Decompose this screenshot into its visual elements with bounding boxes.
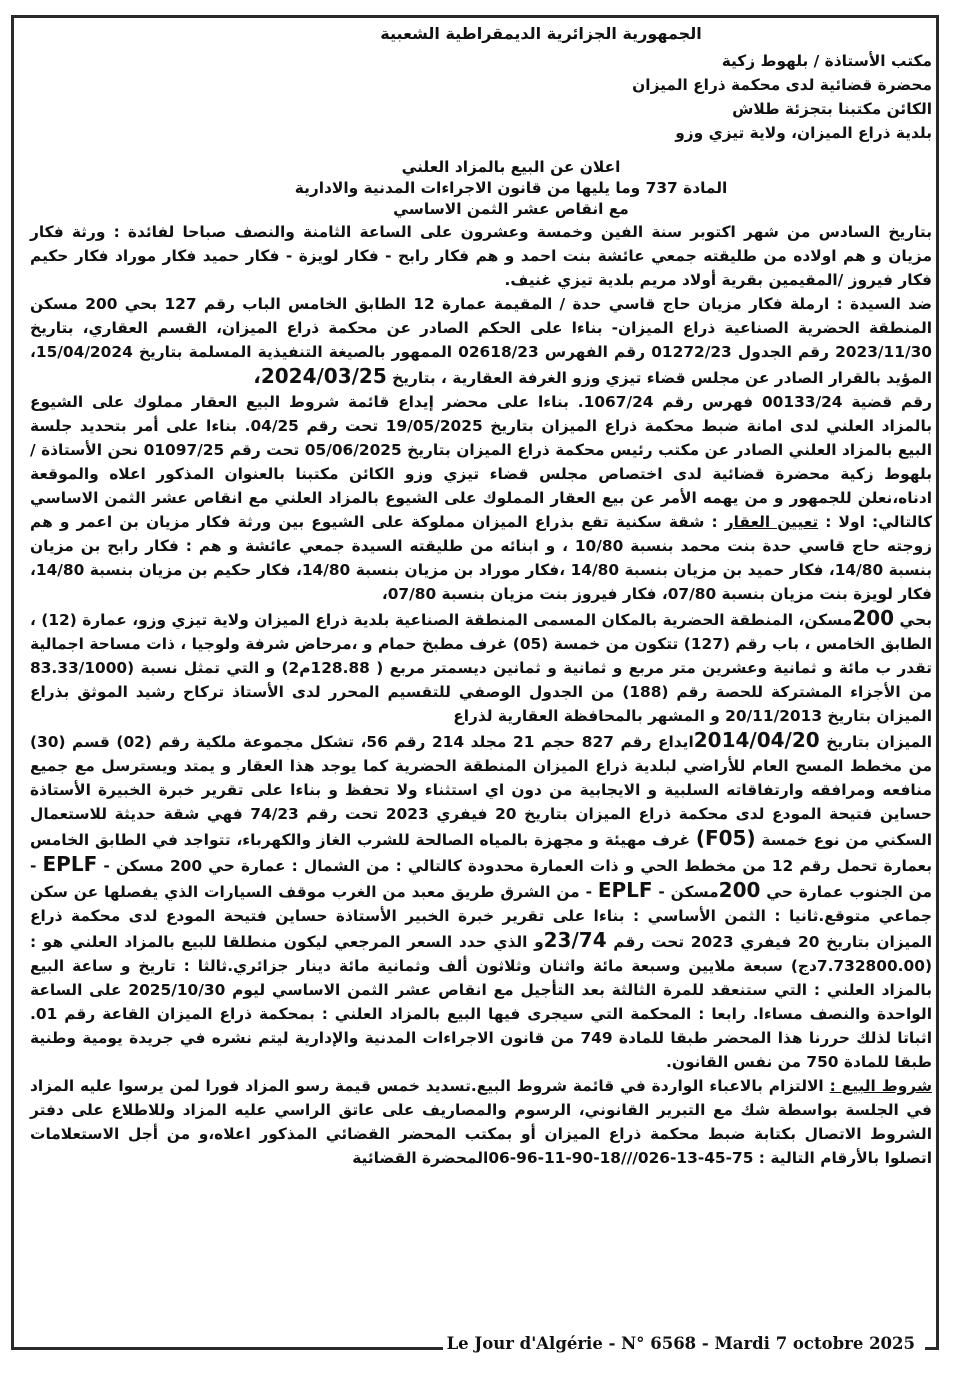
apartment-type: (F05) (695, 826, 756, 850)
eplf-south: EPLF (597, 878, 653, 902)
office-name: مكتب الأستاذة / بلهوط زكية (721, 52, 932, 70)
boundary-east-west-and-price: - من الشرق طريق معبد من الغرب موقف السيارات الذي يفصلها عن سكن جماعي متوقع.ثانيا : الثمن الأساسي : بناءا على تقرير خبرة الخبير الأستاذة حساين فتيحة المودع لدى محكمة ذراع الميزان بتاريخ 20 فيفري 2023 تحت رقم (30, 883, 932, 951)
registration-date: 2014/04/20 (693, 728, 820, 752)
newspaper-footer: Le Jour d'Algérie - N° 6568 - Mardi 7 octobre 2025 (443, 1334, 919, 1353)
office-role: محضرة قضائية لدى محكمة ذراع الميزان (632, 76, 932, 94)
eplf-north: EPLF (42, 852, 98, 876)
property-designation-label: تعيين العقار (724, 513, 819, 531)
expert-report-number: 23/74 (543, 928, 607, 952)
appeal-date: 2024/03/25، (253, 364, 387, 388)
legal-notice (30, 22, 932, 1170)
defendant-text: ضد السيدة : ارملة فكار مزيان حاج قاسي حدة / المقيمة عمارة 12 الطابق الخامس الباب رقم 127 بحي 200 مسكن المنطقة الحضرية الصناعية ذراع الميزان- بناءا على الحكم الصادر عن محكمة ذراع الميزان، القسم العقاري، بتاريخ 2023/11/30 رقم الجدول 01272/23 رقم الفهرس 02618/23 الممهور بالصيغة التنفيذية المسلمة بتاريخ 15/04/2024، المؤيد بالقرار الصادر عن مجلس قضاء تيزي وزو الغرفة العقارية ، بتاريخ (30, 295, 932, 387)
paragraph-sale-conditions (30, 1074, 932, 1170)
paragraph-defendant (30, 292, 932, 390)
apartment-details: غرف مهيئة و مجهزة بالمياه الصالحة للشرب الغاز والكهرباء، تتواجد في الطابق الخامس بعمارة تحمل رقم 12 من مخطط الحي و ذات العمارة محدودة كالتالي : من الشمال : عمارة حي 200 مسكن - (30, 831, 933, 875)
procedure-text: رقم قضية 00133/24 فهرس رقم 1067/24. بناءا على محضر إيداع قائمة شروط البيع العقار مملوك على الشيوع بالمزاد العلني لدى امانة ضبط محكمة ذراع الميزان بتاريخ 19/05/2025 تحت رقم 04/25. بناءا على أمر بتحديد جلسة البيع بالمزاد العلني الصادر عن مكتب رئيس محكمة ذراع الميزان بتاريخ 05/06/2025 تحت رقم 01097/25 نحن الأستاذة / بلهوط زكية محضرة قضائية لدى اختصاص مجلس قضاء تيزي وزو الكائن مكتبنا بالعنوان المذكور اعلاه والموقعة ادناه،نعلن للجمهور و من يهمه الأمر عن بيع العقار المملوك على الشيوع بالمزاد العلني مع انقاص عشر الثمن الاساسي كالتالي: اولا : (30, 393, 933, 531)
sale-conditions-label: شروط البيع : (829, 1077, 933, 1095)
sale-conditions-text: الالتزام بالاعباء الواردة في قائمة شروط البيع.تسديد خمس قيمة رسو المزاد فورا لمن يرسوا عليه المزاد في الجلسة بواسطة شك مع التبرير القانوني، الرسوم والمصاريف على عاتق الراسي عليه المزاد وللاطلاع على دفتر الشروط الاتصال بكتابة ضبط محكمة ذراع الميزان أو بمكتب المحضر القضائي المذكور اعلاه،و من أجل الاستعلامات اتصلوا بالأرقام التالية : 75-45-13-026///18-90-11-96-06المحضرة القضائية (30, 1077, 932, 1167)
office-address: الكائن مكتبنا بتجزئة طلاش (732, 100, 932, 118)
property-owners-text: : شقة سكنية تقع بذراع الميزان مملوكة على الشيوع بين ورثة فكار مزيان بن اعمر و هم زوجته حاج قاسي حدة بنت محمد بنسبة 10/80 ، و ابنائه من طليقته السيدة جمعي عائشة و هم : فكار رابح بن مزيان بنسبة 14/80، فكار حميد بن مزيان بنسبة 14/80 ،فكار موراد بن مزيان بنسبة 14/80، فكار حكيم بن مزيان بنسبة 14/80، فكار لويزة بنت مزيان بنسبة 07/80، فكار فيروز بنت مزيان بنسبة 07/80، (30, 513, 932, 603)
title-line-1: اعلان عن البيع بالمزاد العلني (401, 158, 621, 176)
paragraph-procedure (30, 390, 932, 606)
paragraph-property (30, 606, 932, 728)
price-and-sale-details: و الذي حدد السعر المرجعي ليكون منطلقا للبيع بالمزاد العلني هو : (7.732800.00دج) سبعة ملايين وسبعة مائة واثنان وثلاثون ألف وثمانية مائة دينار جزائري.ثالثا : تاريخ و ساعة البيع بالمزاد العلني : التي ستنعقد للمرة الثالثة بعد التأجيل مع انقاص عشر الثمن الاساسي ليوم 2025/10/30 على الساعة الواحدة والنصف مساءا. رابعا : المحكمة التي سيجرى فيها البيع بالمزاد العلني : بمحكمة ذراع الميزان القاعة رقم 01. اثباتا لذلك حررنا هذا المحضر طبقا للمادة 749 من قانون الاجراءات المدنية والإدارية ليتم نشره في جريدة يومية وطنية طبقا للمادة 750 من نفس القانون. (30, 933, 932, 1071)
boundary-south-label: - من الجنوب عمارة حي (30, 857, 932, 901)
title-line-2: المادة 737 وما يليها من قانون الاجراءات المدنية والادارية (294, 179, 728, 197)
boundary-south-unit: مسكن - (658, 883, 719, 901)
republic-heading: الجمهورية الجزائرية الديمقراطية الشعبية (380, 24, 702, 43)
housing-count: 200 (852, 606, 895, 630)
office-commune: بلدية ذراع الميزان، ولاية تيزي وزو (675, 124, 932, 142)
notice-title (30, 157, 932, 220)
title-line-3: مع انقاص عشر الثمن الاساسي (393, 200, 629, 218)
paragraph-beneficiaries: بتاريخ السادس من شهر اكتوبر سنة الفين وخمسة وعشرون على الساعة الثامنة والنصف صباحا لفائدة : ورثة فكار مزيان و هم اولاده من طليقته جمعي عائشة بنت احمد و هم فكار رابح - فكار لويزة - فكار حميد فكار موراد فكار حكيم فكار فيروز /المقيمين بقرية أولاد مريم بلدية تيزي غنيف. (30, 223, 932, 289)
housing-count-south: 200 (718, 878, 761, 902)
registration-text: ايداع رقم 827 حجم 21 مجلد 214 رقم 56، تشكل مجموعة ملكية رقم (02) قسم (30) من مخطط المسح العام للأراضي لبلدية ذراع الميزان المنطقة الحضرية كما يوجد هذا العقار و يمتد ويسترسل مع جميع منافعه ومرافقه وارتفاقاته السلبية و الايجابية من دون اي استثناء ولا تحفظ و بناءا على تقرير خبرة الخبيرة الأستاذة حساين فتيحة المودع لدى محكمة ذراع الميزان بتاريخ 20 فيفري 2023 تحت رقم 74/23 فهي شقة حديثة للاستعمال السكني من نوع خمسة (30, 733, 933, 849)
paragraph-registration (30, 728, 932, 1074)
right-border-end (936, 1320, 939, 1350)
registration-prefix: الميزان بتاريخ (826, 733, 932, 751)
property-description: مسكن، المنطقة الحضرية بالمكان المسمى المنطقة الصناعية بلدية ذراع الميزان ولاية تيزي وزو، عمارة (12) ، الطابق الخامس ، باب رقم (127) تتكون من خمسة (05) غرف مطبخ حمام و ،مرحاض شرفة ولوجيا ، ذات مساحة اجمالية تقدر ب مائة و ثمانية وعشرين متر مربع و ثمانية و ثمانين ديسمتر مربع ( 128.88م2) و التي تمثل نسبة (83.33/1000 من الأجزاء المشتركة للحصة رقم (188) من الجدول الوصفي للتقسيم المحرر لدى الأستاذ تركاح رشيد الموثق بذراع الميزان بتاريخ 20/11/2013 و المشهر بالمحافظة العقارية لذراع (30, 611, 932, 725)
property-prefix: بحي (899, 611, 932, 629)
